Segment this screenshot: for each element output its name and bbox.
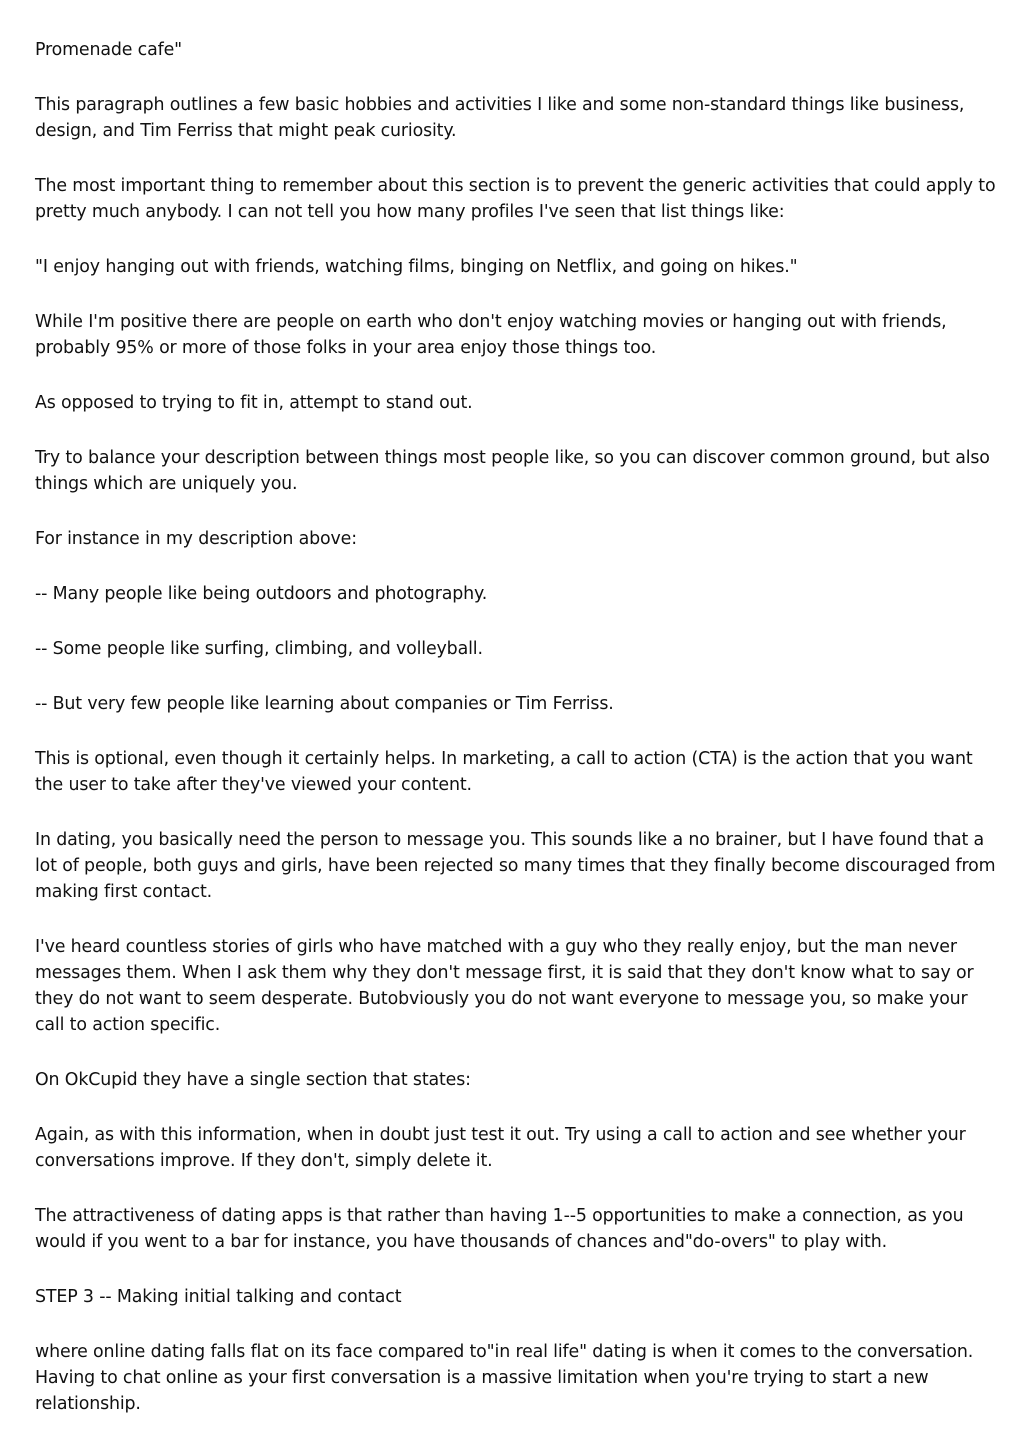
paragraph-test-it-out: Again, as with this information, when in doubt just test it out. Try using a call to action and see whether your conversations improve. If they don't, simply delete it. (35, 1125, 966, 1171)
paragraph-common-things: While I'm positive there are people on earth who don't enjoy watching movies or hanging out with friends, probably 95% or more of those folks in your area enjoy those things too. (35, 312, 947, 358)
document-body (35, 37, 997, 1446)
paragraph-for-instance: For instance in my description above: (35, 529, 357, 549)
list-item-companies: -- But very few people like learning about companies or Tim Ferriss. (35, 694, 614, 714)
paragraph-online-dating: where online dating falls flat on its face compared to"in real life" dating is when it comes to the conversation. Having to chat online as your first conversation is a massive limitation when you're trying to start a new relationship. (35, 1342, 974, 1414)
paragraph-countless-stories: I've heard countless stories of girls who have matched with a guy who they really enjoy, but the man never messages them. When I ask them why they don't message first, it is said that they don't know what to say or they do not want to seem desperate. Butobviously you do not want everyone to message you, so make your call to action specific. (35, 937, 974, 1035)
paragraph-call-to-action: This is optional, even though it certainly helps. In marketing, a call to action (CTA) is the action that you want the user to take after they've viewed your content. (35, 749, 973, 795)
list-item-outdoors: -- Many people like being outdoors and photography. (35, 584, 488, 604)
paragraph-promenade-cafe: Promenade cafe" (35, 40, 182, 60)
paragraph-quote-example: "I enjoy hanging out with friends, watching films, binging on Netflix, and going on hikes." (35, 257, 798, 277)
paragraph-message-you: In dating, you basically need the person to message you. This sounds like a no brainer, but I have found that a lot of people, both guys and girls, have been rejected so many times that they finally become discouraged from making first contact. (35, 830, 996, 902)
section-heading-step-3: STEP 3 -- Making initial talking and contact (35, 1287, 402, 1307)
paragraph-stand-out: As opposed to trying to fit in, attempt to stand out. (35, 393, 473, 413)
paragraph-dating-apps: The attractiveness of dating apps is that rather than having 1--5 opportunities to make a connection, as you would if you went to a bar for instance, you have thousands of chances and"do-overs" to play with. (35, 1206, 964, 1252)
paragraph-hobbies-outline: This paragraph outlines a few basic hobbies and activities I like and some non-standard things like business, design, and Tim Ferriss that might peak curiosity. (35, 95, 965, 141)
list-item-surfing: -- Some people like surfing, climbing, and volleyball. (35, 639, 483, 659)
paragraph-okcupid: On OkCupid they have a single section that states: (35, 1070, 471, 1090)
paragraph-balance-description: Try to balance your description between things most people like, so you can discover common ground, but also things which are uniquely you. (35, 448, 990, 494)
paragraph-generic-activities: The most important thing to remember about this section is to prevent the generic activities that could apply to pretty much anybody. I can not tell you how many profiles I've seen that list things like: (35, 176, 996, 222)
